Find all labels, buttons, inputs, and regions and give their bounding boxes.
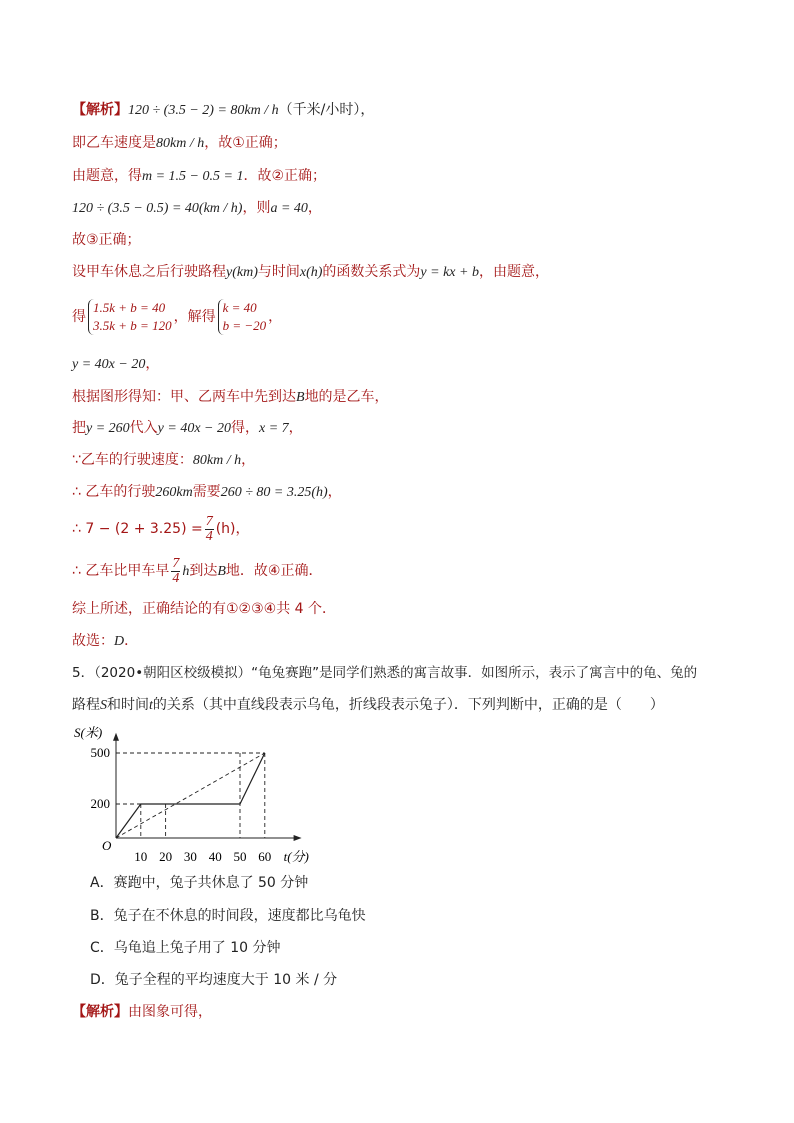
solution-line-16: 故选：D． xyxy=(72,633,139,649)
analysis-tag: 【解析】 xyxy=(72,102,128,118)
solution-line-2: 即乙车速度是80km / h，故①正确； xyxy=(72,135,287,151)
solution-line-14: ∴ 乙车比甲车早 $\frac{7}{4}$ h到达B地．故④正确． xyxy=(72,555,323,586)
solution-line-4: 120 ÷ (3.5 − 0.5) = 40(km / h)，则a = 40， xyxy=(72,200,322,216)
fraction: $\frac{7}{4}$ xyxy=(172,555,180,586)
option-a: A．赛跑中，兔子共休息了 50 分钟 xyxy=(90,875,309,891)
solution-line-1: 【解析】120 ÷ (3.5 − 2) = 80km / h（千米/小时）， xyxy=(72,102,375,118)
solution-line-10: 把y = 260代入y = 40x − 20得，x = 7， xyxy=(72,420,303,436)
x-tick-label: 60 xyxy=(258,849,272,864)
x-tick-label: 20 xyxy=(159,849,173,864)
y-axis-arrow xyxy=(113,733,119,741)
analysis-line-last: 【解析】由图象可得， xyxy=(72,1004,212,1020)
x-axis-label: t(分) xyxy=(283,849,309,864)
y-axis-label: S(米) xyxy=(74,724,103,740)
solution-line-12: ∴ 乙车的行驶260km需要260 ÷ 80 = 3.25(h)， xyxy=(72,484,342,500)
solution-line-6: 设甲车休息之后行驶路程y(km)与时间x(h)的函数关系式为y = kx + b，由题意， xyxy=(72,264,549,280)
equation-system-2: k = 40 b = −20 xyxy=(218,299,267,335)
solution-line-8: y = 40x − 20， xyxy=(72,356,160,372)
distance-time-chart xyxy=(60,722,360,872)
x-tick-label: 40 xyxy=(208,849,222,864)
solution-line-15: 综上所述，正确结论的有①②③④共 4 个． xyxy=(72,601,337,617)
x-axis-arrow xyxy=(294,835,302,841)
option-b: B．兔子在不休息的时间段，速度都比乌龟快 xyxy=(90,908,366,924)
solution-line-9: 根据图形得知：甲、乙两车中先到达B地的是乙车， xyxy=(72,389,389,405)
tortoise-line xyxy=(116,753,265,838)
solution-line-3: 由题意，得m = 1.5 − 0.5 = 1．故②正确； xyxy=(72,168,327,184)
option-d: D．兔子全程的平均速度大于 10 米 / 分 xyxy=(90,972,338,988)
y-tick-label: 500 xyxy=(90,745,110,760)
x-tick-label: 50 xyxy=(233,849,247,864)
x-tick-label: 10 xyxy=(134,849,148,864)
solution-line-11: ∵乙车的行驶速度：80km / h， xyxy=(72,452,256,468)
solution-line-13: ∴ 7 − (2 + 3.25) = $\frac{7}{4}$ (h)， xyxy=(72,513,250,544)
fraction: $\frac{7}{4}$ xyxy=(205,513,213,544)
origin-label: O xyxy=(102,838,112,853)
x-tick-label: 30 xyxy=(183,849,197,864)
question-5-line-1: 5．（2020•朝阳区校级模拟）“龟兔赛跑”是同学们熟悉的寓言故事．如图所示，表示了寓言中的龟、兔的 xyxy=(72,665,698,681)
analysis-tag: 【解析】 xyxy=(72,1004,128,1020)
solution-line-7: 得 1.5k + b = 40 3.5k + b = 120 ，解得 k = 40 b = −20 ， xyxy=(72,300,283,333)
y-tick-label: 200 xyxy=(90,796,110,811)
solution-line-5: 故③正确； xyxy=(72,232,141,248)
equation-system-1: 1.5k + b = 40 3.5k + b = 120 xyxy=(88,299,172,335)
option-c: C．乌龟追上兔子用了 10 分钟 xyxy=(90,940,281,956)
question-5-line-2: 路程S和时间t的关系（其中直线段表示乌龟，折线段表示兔子）．下列判断中，正确的是（ ） xyxy=(72,697,664,713)
